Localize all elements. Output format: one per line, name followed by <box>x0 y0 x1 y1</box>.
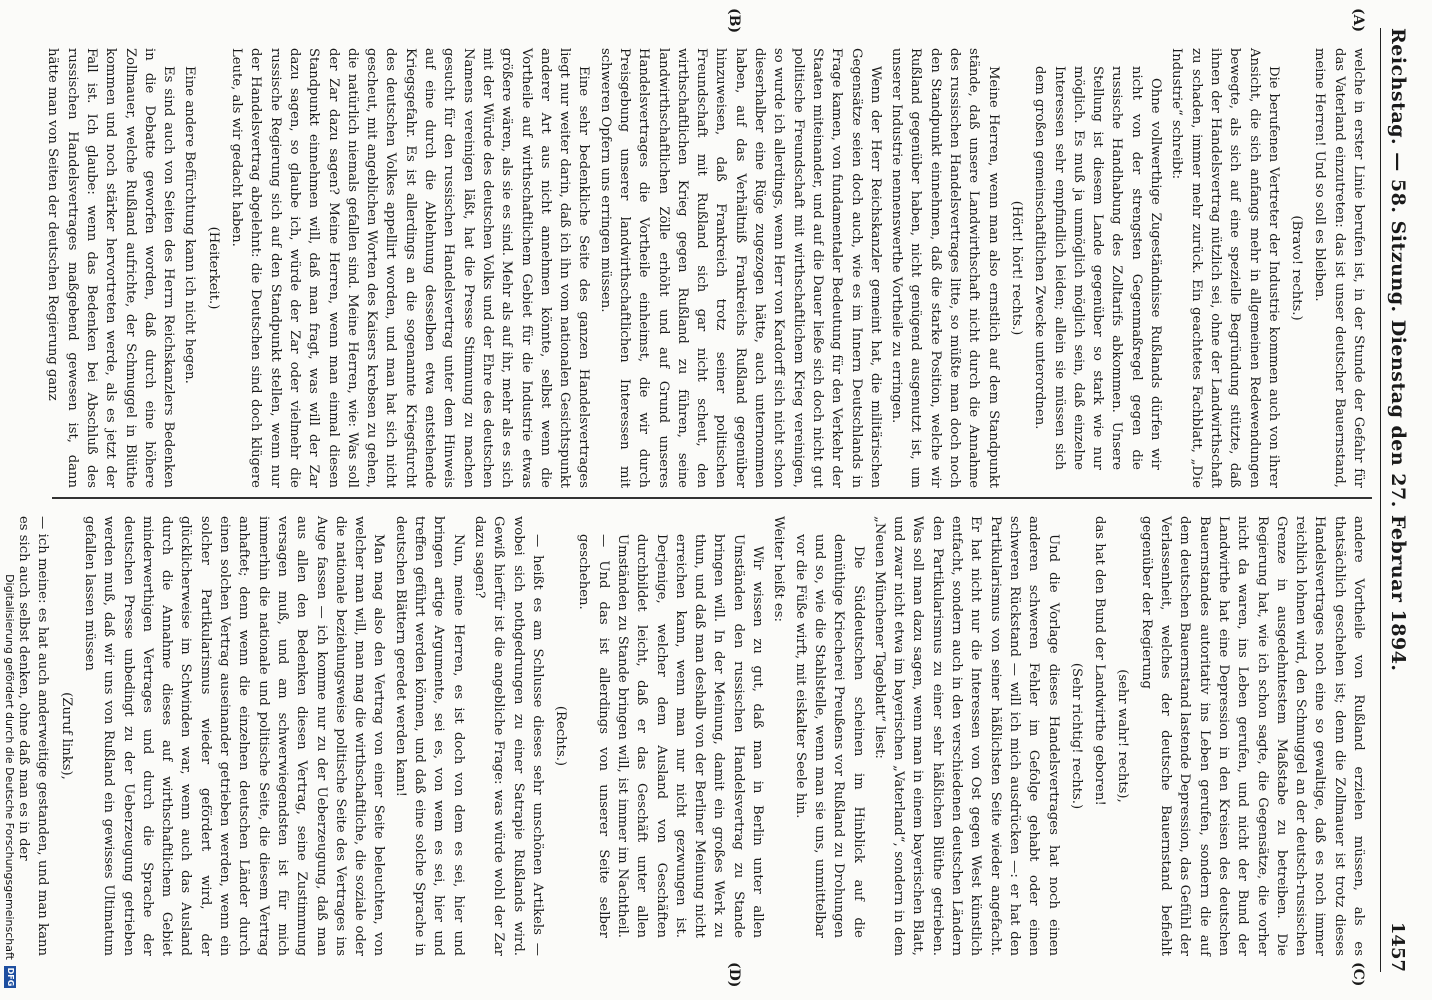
paragraph: Meine Herren, wenn man also ernstlich auf dem Standpunkt stände, daß unsere Landwirthschaft nicht durch die Annahme des russischen Handelsvertrages litte, so müßte man doch noch den Standpunkt einnehmen, daß die starke Position, welche wir Rußland gegenüber haben, nicht genügend ausgenutzt ist, um unserer Industrie nennenswerthe Vortheile zu erringen. <box>889 48 1001 488</box>
dfg-logo: DFG <box>6 967 15 987</box>
paragraph: Eine sehr bedenkliche Seite des ganzen Handelsvertrages liegt nur weiter darin, daß ich ihn vom nationalen Gesichtspunkt anderer Art aus nicht annehmen könnte, selbst wenn die Vortheile auf wirthschaftlichem Gebiet für die Industrie etwas größere wären, als sie es sind. Mehr als auf ihr, mehr als es sich mit der Würde des deutschen Volks und der Ehre des deutschen Namens vereinigen läßt, hat die Presse Stimmung zu machen gesucht für den russischen Handelsvertrag unter dem Hinweis auf eine durch die Ablehnung desselben etwa entstehende Kriegsgefahr. Es ist allerdings an die sogenannte Kriegsfurcht des deutschen Volkes appellirt worden, und man hat sich nicht gescheut, mit angeblichen Worten des Kaisers krebsen zu gehen, die natürlich niemals gefallen sind. Meine Herren, wie: Was soll der Zar dazu sagen? Meine Herren, wenn man einmal diesen Standpunkt einnehmen will, daß man fragt, was will der Zar dazu sagen, so glaube ich, würde der Zar oder vielmehr die russische Regierung sich auf den Standpunkt stellen, wenn nur der Handelsvertrag abgelehnt: die Deutschen sind doch klügere Leute, als wir gedacht haben. <box>229 48 592 488</box>
paragraph: Man mag also den Vertrag von einer Seite beleuchten, von welcher man will, man mag die wirthschaftliche, die soziale oder die nationale beziehungsweise politische Seite des Vertrages ins Auge fassen — ich komme nur zu der Ueberzeugung, daß man aus allen den Bedenken diesen Vertrag, seine Zustimmung versagen muß, und am schwerwiegendsten ist für mich immerhin die nationale und politische Seite, die diesem Vertrag anhaftet; denn wenn die einzelnen deutschen Länder durch einen solchen Vertrag auseinander getrieben werden, wenn ein solcher Partikularismus wieder gefördert wird, der glücklicherweise im Schwinden war, wenn auch das Ausland durch die Annahme dieses auf wirthschaftlichem Gebiet minderwerthigen Vertrages und durch die Sprache der deutschen Presse unbedingt zu der Ueberzeugung getrieben werden muß, daß wir uns von Rußland ein gewisses Ultimatum gefallen lassen müssen <box>82 516 387 956</box>
paragraph: Die berufenen Vertreter der Industrie kommen auch von ihrer Ansicht, die sich anfangs mehr in allgemeinen Redewendungen bewegte, als sich auf eine spezielle Begründung stützte, daß ihnen der Handelsvertrag nützlich sei, ohne der Landwirthschaft zu schaden, immer mehr zurück. Ein geachtetes Fachblatt, „Die Industrie“ schreibt: <box>1169 48 1281 488</box>
interjection: (sehr wahr! rechts), <box>1115 669 1131 803</box>
text-column-right <box>16 516 1368 956</box>
paragraph: — heißt es am Schlusse dieses sehr unschönen Artikels — wobei sich nothgedrungen zu einer Satrapie Rußlands wird. Gewiß hierfür ist die angebliche Frage: was würde wohl der Zar dazu sagen? <box>471 516 545 956</box>
interjection: (Hört! hört! rechts.) <box>1008 200 1024 336</box>
text-column-left <box>45 48 1368 488</box>
page-number: 1457 <box>1387 921 1408 972</box>
margin-marker-c: (C) <box>1350 962 1366 987</box>
interjection: (Rechts.) <box>553 705 569 767</box>
paragraph: andere Vortheile von Rußland erzielen müssen, als es thatsächlich geschehen ist; denn die Zollmauer ist trotz dieses Handelsvertrages noch eine so gewaltige, daß es noch immer reichlich lohnen wird, den Schmuggel an der deutsch-russischen Grenze in ausgedehntestem Maßstabe zu betreiben. Die Regierung hat, wie ich schon sagte, die Gegensätze, die vorher nicht da waren, ins Leben gerufen, und nicht der Bund der Landwirthe hat eine Depression in den Kreisen des deutschen Bauernstandes autoritativ ins Leben gerufen, sondern die auf dem deutschen Bauernstand lastende Depression, das Gefühl der Verlassenheit, welches der deutsche Bauernstand befiehlt gegenüber der Regierung <box>1138 516 1366 956</box>
interjection: (Sehr richtig! rechts.) <box>1068 662 1084 810</box>
paragraph: Es sind auch von Seiten des Herrn Reichskanzlers Bedenken in die Debatte geworfen worden, daß durch eine höhere Zollmauer, welche Rußland aufrichte, der Schmuggel in Blüthe kommen und noch stärker hervortreten werde, als es jetzt der Fall ist. Ich glaube: wenn das Bedenken bei Abschluß des russischen Handelsvertrages maßgebend gewesen ist, dann hätte man von Seiten der deutschen Regierung ganz <box>45 48 177 488</box>
paragraph: das hat den Bund der Landwirthe geboren! <box>1092 516 1108 806</box>
margin-marker-d: (D) <box>726 962 742 988</box>
paragraph: Wenn der Herr Reichskanzler gemeint hat, die militärischen Gegensätze seien doch auch, wie es im Innern Deutschlands in Frage kamen, von fundamentaler Bedeutung für den Verkehr der Staaten miteinander, und auf die Dauer ließe sich doch nicht gut politische Freundschaft mit wirthschaftlichem Krieg vereinigen, so wurde ich allerdings, wenn Herr von Kardorff sich nicht schon dieserhalber eine Rüge zugezogen hätte, auch unternommen haben, auf das Verhältniß Frankreichs Rußland gegenüber hinzuweisen, daß Frankreich trotz seiner politischen Freundschaft mit Rußland sich gar nicht scheut, den wirthschaftlichen Krieg gegen Rußland zu führen, seine landwirthschaftlichen Zölle erhöht und auf Grund unseres Handelsvertrages die Vortheile einheimst, die wir durch Preisgebung unserer landwirthschaftlichen Interessen mit schweren Opfern uns erringen müssen. <box>597 48 883 488</box>
page-title: Reichstag. — 58. Sitzung. Dienstag den 27. Februar 1894. <box>1387 28 1409 672</box>
paragraph: — ich meine: es hat auch anderweitige gestanden, und man kann es sich auch selbst denken, ohne daß man es in der <box>16 516 51 956</box>
margin-marker-a: (A) <box>1350 8 1366 33</box>
paragraph: Weiter heißt es: <box>771 516 787 622</box>
interjection: (Zuruf links), <box>58 692 74 780</box>
margin-marker-b: (B) <box>726 8 742 34</box>
footer-credit: Digitalisierung gefördert durch die Deutsche Forschungsgemeinschaft <box>3 574 17 960</box>
page-header <box>1380 28 1414 972</box>
paragraph: Und die Vorlage dieses Handelsvertrages hat noch einen anderen schweren Fehler im Gefolge gehabt oder einen schweren Rückstand — will ich mich ausdrücken —: er hat den Partikularismus von seiner häßlichsten Seite wieder angefacht. Er hat nicht nur die Interessen von Ost gegen West künstlich entfacht, sondern auch in den verschiedenen deutschen Ländern den Partikularismus zu einer sehr häßlichen Blüthe getrieben. Was soll man dazu sagen, wenn man in einem bayerischen Blatt, und zwar nicht etwa im bayerischen „Vaterland“, sondern in dem „Neuen Münchener Tageblatt“ liest: <box>871 516 1061 956</box>
paragraph: Nun, meine Herren, es ist doch von dem es sei, hier und bringen artige Argumente, sei es, von wem es sei, hier und treffen geführt werden können, und daß eine solche Sprache in deutschen Blättern geredet werden kann! <box>392 516 466 956</box>
interjection: (Heiterkeit.) <box>205 226 221 310</box>
footer <box>0 0 20 1000</box>
quotation: Ohne vollwerthige Zugeständnisse Rußlands dürfen wir nicht von der strengsten Gegenmaßregel gegen die russische Handhabung des Zolltarifs abkommen. Unsere Stellung ist diesem Lande gegenüber so stark wie nur möglich. Es muß ja unmöglich möglich sein, daß einzelne Interessen sehr empfindlich leiden; allein sie müssen sich dem großen gemeinschaftlichen Zwecke unterordnen. <box>1032 66 1164 470</box>
paragraph: Eine andere Befürchtung kann ich nicht hegen. <box>182 66 198 384</box>
interjection: (Bravo! rechts.) <box>1289 215 1305 321</box>
paragraph: welche in erster Linie berufen ist, in der Stunde der Gefahr für das Vaterland einzutreten: das ist unser deutscher Bauernstand, meine Herren! Und so soll es bleiben. <box>1312 48 1366 488</box>
column-divider <box>52 497 1372 499</box>
quotation: Die Süddeutschen scheinen im Hinblick auf die demüthige Kriecherei Preußens vor Rußland zu Drohungen und so, wie die Stahlstelle, wenn man sie uns, unmittelbar vor die Füße wirft, mit eiskalter Seele hin. <box>792 534 866 938</box>
quotation: Wir wissen zu gut, daß man in Berlin unter allen Umständen den russischen Handelsvertrag zu Stande bringen will. In der Meinung, damit ein großes Werk zu thun, und daß man deshalb von der Berliner Meinung nicht erreichen kann, wenn man nur nicht gezwungen ist. Derjenige, welcher dem Ausland von Geschäften durchbildet leicht, daß er das Geschäft unter allen Umständen zu Stande bringen will, ist immer im Nachtheil. — Und das ist allerdings von unserer Seite selber geschehen. <box>576 534 766 938</box>
